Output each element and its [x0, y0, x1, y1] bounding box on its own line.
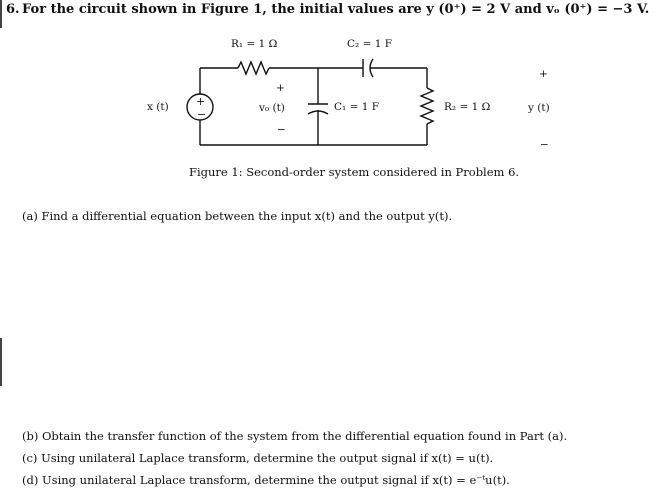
page-edge-mid	[0, 338, 2, 386]
vo-plus: +	[276, 82, 285, 94]
part-c: (c) Using unilateral Laplace transform, determine the output signal if x(t) = u(t).	[22, 451, 494, 465]
vo-minus: −	[277, 124, 286, 136]
part-a: (a) Find a differential equation between the input x(t) and the output y(t).	[22, 209, 453, 223]
part-d: (d) Using unilateral Laplace transform, determine the output signal if x(t) = e⁻ᵗu(t).	[22, 473, 510, 487]
circuit-diagram	[0, 0, 671, 160]
figure-caption: Figure 1: Second-order system considered in Problem 6.	[189, 165, 520, 179]
resistor-r1	[238, 62, 269, 74]
input-label: x (t)	[147, 101, 169, 113]
problem-number: 6.	[6, 2, 20, 17]
r1-label: R₁ = 1 Ω	[231, 38, 278, 50]
c2-label: C₂ = 1 F	[347, 38, 393, 50]
output-plus: +	[539, 68, 548, 80]
r2-label: R₂ = 1 Ω	[444, 101, 491, 113]
resistor-r2	[421, 88, 433, 124]
part-b: (b) Obtain the transfer function of the system from the differential equation found in Part (a).	[22, 429, 568, 443]
output-label: y (t)	[528, 102, 550, 114]
output-minus: −	[540, 139, 549, 151]
source-plus-sign: +	[196, 95, 206, 108]
problem-statement: For the circuit shown in Figure 1, the initial values are y (0⁺) = 2 V and vₒ (0⁺) = −3 V.	[22, 2, 650, 17]
c1-label: C₁ = 1 F	[334, 101, 380, 113]
source-minus-sign: −	[197, 108, 207, 121]
vo-label: v₀ (t)	[259, 102, 285, 114]
